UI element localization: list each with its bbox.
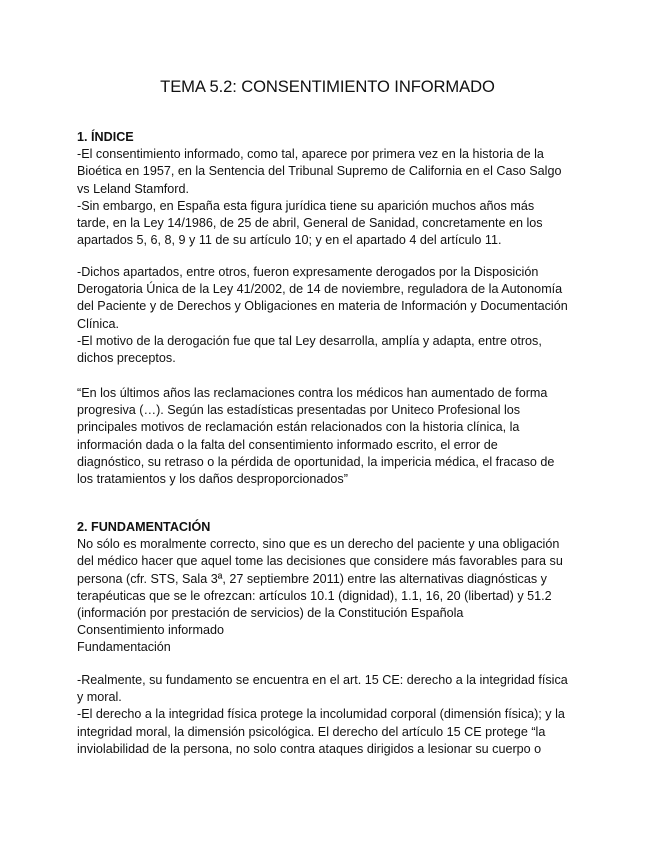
paragraph (77, 333, 582, 367)
text-line: del médico hacer que aquel tome las decisiones que considere más favorables para su (77, 554, 563, 569)
text-line: terapéuticas que se le ofrezcan: artículos 10.1 (dignidad), 1.1, 16, 20 (libertad) y 51.2 (77, 588, 552, 603)
quote-block (77, 385, 582, 488)
section-2-continued (77, 672, 582, 758)
paragraph (77, 198, 582, 250)
text-line: No sólo es moralmente correcto, sino que es un derecho del paciente y una obligación (77, 537, 560, 552)
section-2 (77, 519, 582, 657)
text-line: los tratamientos y los daños desproporcionados” (77, 472, 348, 487)
text-line: diagnóstico, su retraso o la pérdida de oportunidad, la impericia médica, el fracaso de (77, 454, 555, 469)
text-line: Derogatoria Única de la Ley 41/2002, de 14 de noviembre, reguladora de la Autonomía (77, 282, 563, 297)
text-line: -Sin embargo, en España esta figura jurídica tiene su aparición muchos años más (77, 198, 535, 213)
section-2-heading: 2. FUNDAMENTACIÓN (77, 520, 211, 534)
text-line: vs Leland Stamford. (77, 181, 190, 196)
text-line: principales motivos de reclamación están relacionados con la historia clínica, la (77, 420, 520, 435)
paragraph (77, 264, 582, 333)
paragraph (77, 146, 582, 198)
text-line: inviolabilidad de la persona, no solo contra ataques dirigidos a lesionar su cuerpo o (77, 741, 542, 756)
text-line: del Paciente y de Derechos y Obligaciones en materia de Información y Documentación (77, 299, 568, 314)
text-line: Bioética en 1957, en la Sentencia del Tribunal Supremo de California en el Caso Salgo (77, 164, 562, 179)
section-1-heading: 1. ÍNDICE (77, 130, 134, 144)
text-line: -El consentimiento informado, como tal, aparece por primera vez en la historia de la (77, 147, 544, 162)
section-1-continued (77, 264, 582, 367)
text-line: progresiva (…). Según las estadísticas presentadas por Uniteco Profesional los (77, 403, 521, 418)
text-line: tarde, en la Ley 14/1986, de 25 de abril, General de Sanidad, concretamente en los (77, 216, 543, 231)
text-line: Fundamentación (77, 640, 171, 655)
section-1 (77, 129, 582, 249)
text-line: integridad moral, la dimensión psicológica. El derecho del artículo 15 CE protege “la (77, 724, 546, 739)
text-line: -Realmente, su fundamento se encuentra en el art. 15 CE: derecho a la integridad física (77, 673, 568, 687)
text-line: -El motivo de la derogación fue que tal Ley desarrolla, amplía y adapta, entre otros, (77, 333, 542, 348)
text-line: “En los últimos años las reclamaciones contra los médicos han aumentado de forma (77, 386, 548, 400)
paragraph (77, 672, 582, 758)
text-line: -El derecho a la integridad física protege la incolumidad corporal (dimensión física); y la (77, 707, 565, 722)
text-line: Clínica. (77, 316, 119, 331)
text-line: Consentimiento informado (77, 623, 225, 638)
text-line: apartados 5, 6, 8, 9 y 11 de su artículo 10; y en el apartado 4 del artículo 11. (77, 233, 502, 248)
text-line: dichos preceptos. (77, 351, 176, 366)
text-line: información dada o la falta del consentimiento informado escrito, el error de (77, 437, 498, 452)
quote-paragraph (77, 385, 582, 488)
paragraph (77, 536, 582, 656)
page-title: TEMA 5.2: CONSENTIMIENTO INFORMADO (160, 77, 495, 96)
text-line: (información por prestación de servicios) de la Constitución Española (77, 606, 464, 621)
text-line: y moral. (77, 690, 122, 705)
text-line: persona (cfr. STS, Sala 3ª, 27 septiembre 2011) entre las alternativas diagnósticas y (77, 571, 547, 586)
text-line: -Dichos apartados, entre otros, fueron expresamente derogados por la Disposición (77, 265, 539, 279)
